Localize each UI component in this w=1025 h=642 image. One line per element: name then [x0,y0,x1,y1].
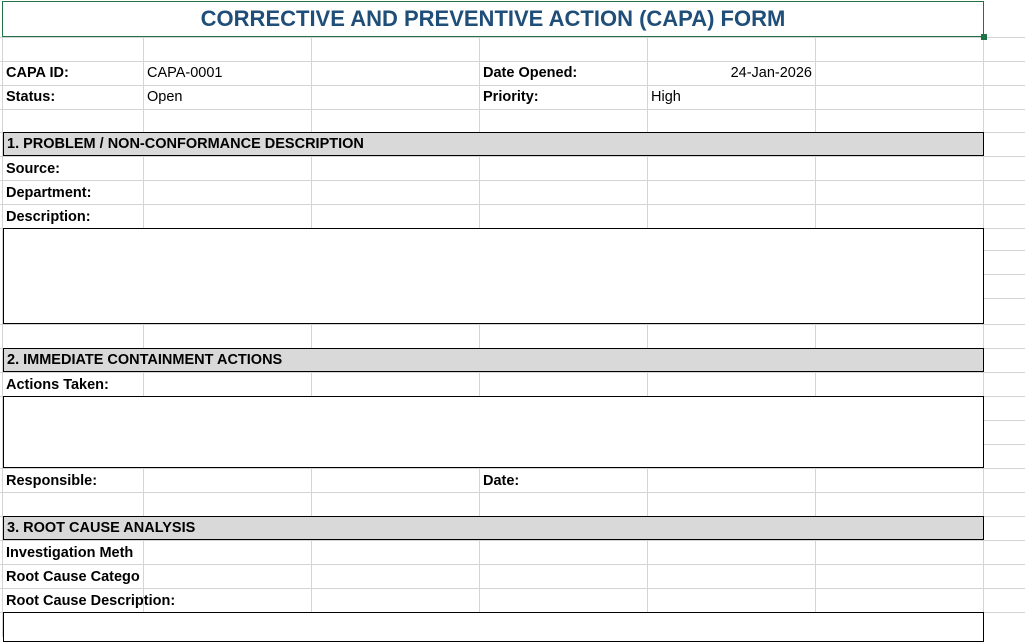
description-label: Description: [6,209,91,225]
status-label: Status: [6,89,56,105]
actions-taken-input-area[interactable] [3,396,984,468]
responsible-label: Responsible: [6,473,98,489]
containment-date-label: Date: [483,473,520,489]
root-cause-description-input-area[interactable] [3,612,984,642]
date-opened-value[interactable]: 24-Jan-2026 [730,65,812,81]
priority-label: Priority: [483,89,539,105]
priority-value[interactable]: High [651,89,681,105]
section-root-cause-analysis[interactable]: 3. ROOT CAUSE ANALYSIS [3,516,984,540]
section-containment-actions[interactable]: 2. IMMEDIATE CONTAINMENT ACTIONS [3,348,984,372]
description-input-area[interactable] [3,228,984,324]
status-value[interactable]: Open [147,89,183,105]
source-label: Source: [6,161,60,177]
root-cause-category-label: Root Cause Catego [6,569,140,585]
root-cause-description-label: Root Cause Description: [6,593,176,609]
investigation-method-label: Investigation Meth [6,545,134,561]
form-title[interactable]: CORRECTIVE AND PREVENTIVE ACTION (CAPA) FORM [2,1,984,37]
selection-fill-handle[interactable] [981,34,987,40]
capa-id-value[interactable]: CAPA-0001 [147,65,223,81]
section-problem-description[interactable]: 1. PROBLEM / NON-CONFORMANCE DESCRIPTION [3,132,984,156]
date-opened-label: Date Opened: [483,65,578,81]
actions-taken-label: Actions Taken: [6,377,109,393]
department-label: Department: [6,185,92,201]
capa-id-label: CAPA ID: [6,65,69,81]
